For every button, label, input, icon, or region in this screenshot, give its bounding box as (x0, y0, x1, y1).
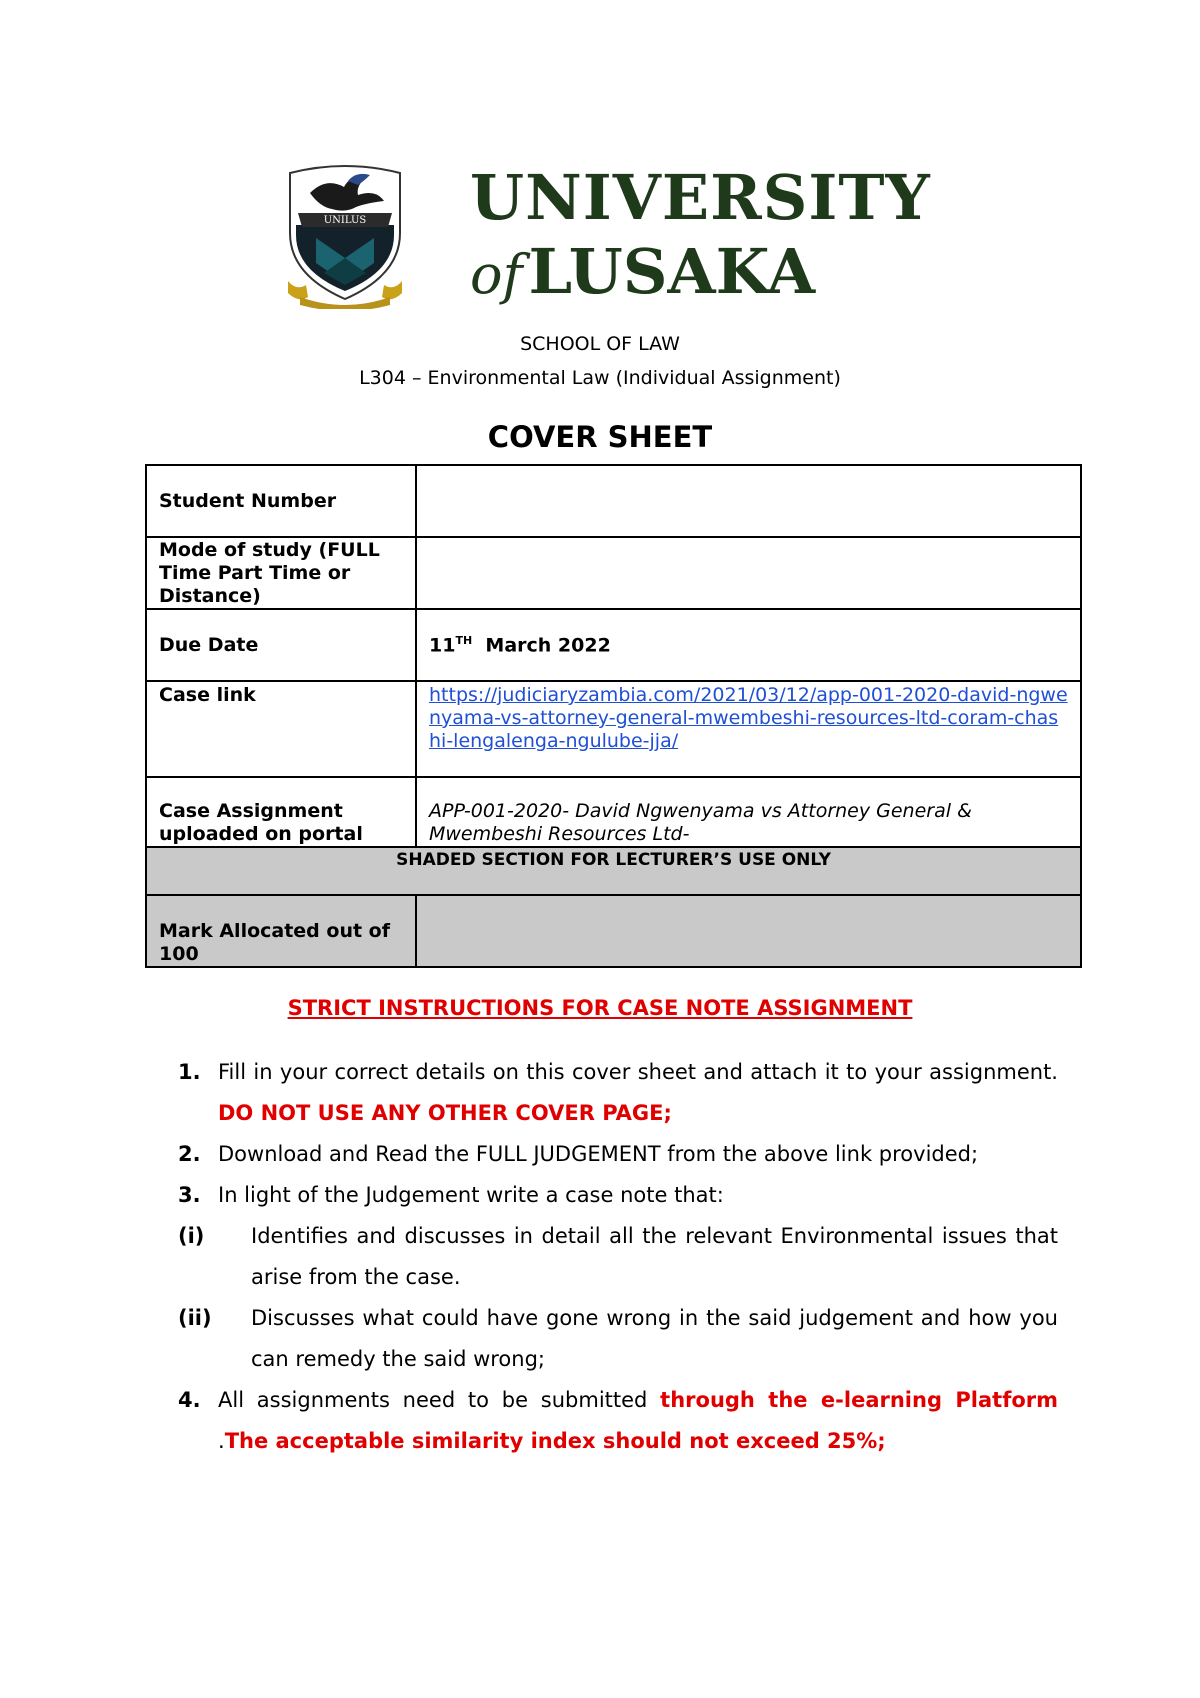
list-subitem-i (178, 1216, 1058, 1298)
item-1-text: Fill in your correct details on this cover sheet and attach it to your assignment. (218, 1060, 1058, 1084)
case-link-label: Case link (146, 681, 416, 777)
crest-label: UNILUS (323, 215, 367, 226)
item-4-similarity: The acceptable similarity index should not exceed 25%; (224, 1429, 886, 1453)
case-link[interactable]: https://judiciaryzambia.com/2021/03/12/app-001-2020-david-ngwenyama-vs-attorney-general-mwembeshi-resources-ltd-coram-chashi-lengalenga-ngulube-jja/ (429, 684, 1068, 752)
mark-allocated-label: Mark Allocated out of 100 (146, 895, 416, 967)
item-number-3: 3. (178, 1183, 201, 1207)
due-date-value (416, 609, 1081, 681)
case-assignment-label: Case Assignment uploaded on portal (146, 777, 416, 847)
due-month-year: March 2022 (485, 634, 611, 657)
page-title: COVER SHEET (487, 420, 713, 454)
unilus-crest-icon (286, 163, 404, 309)
cover-sheet-table (145, 464, 1082, 968)
instructions-heading: STRICT INSTRUCTIONS FOR CASE NOTE ASSIGNMENT (287, 996, 913, 1020)
subitem-i-text: Identifies and discusses in detail all the relevant Environmental issues that arise from the case. (251, 1224, 1058, 1289)
wordmark-university: UNIVERSITY (470, 161, 931, 234)
instructions-list (178, 1052, 1058, 1462)
subitem-number-i: (i) (178, 1224, 205, 1248)
student-number-field[interactable] (416, 465, 1081, 537)
table-row-due-date (146, 609, 1081, 681)
wordmark-lusaka (470, 237, 815, 310)
student-number-label: Student Number (146, 465, 416, 537)
item-4-platform: through the e-learning Platform (660, 1388, 1058, 1412)
table-row-case-link (146, 681, 1081, 777)
table-row-case-assignment (146, 777, 1081, 847)
item-number-1: 1. (178, 1060, 201, 1084)
subitem-ii-text: Discusses what could have gone wrong in the said judgement and how you can remedy the said wrong; (251, 1306, 1058, 1371)
table-row-shaded-heading (146, 847, 1081, 895)
list-item-1 (178, 1052, 1058, 1134)
table-row-mode-of-study (146, 537, 1081, 609)
list-item-3 (178, 1175, 1058, 1216)
list-item-2 (178, 1134, 1058, 1175)
item-4-dot: . (218, 1429, 225, 1453)
lecturer-use-heading: SHADED SECTION FOR LECTURER’S USE ONLY (146, 847, 1081, 895)
item-2-text: Download and Read the FULL JUDGEMENT from the above link provided; (218, 1142, 979, 1166)
list-subitem-ii (178, 1298, 1058, 1380)
item-3-text: In light of the Judgement write a case note that: (218, 1183, 724, 1207)
table-row-mark (146, 895, 1081, 967)
mark-allocated-field[interactable] (416, 895, 1081, 967)
mode-of-study-label: Mode of study (FULL Time Part Time or Distance) (146, 537, 416, 609)
university-logo (286, 161, 931, 313)
subitem-number-ii: (ii) (178, 1306, 212, 1330)
list-item-4 (178, 1380, 1058, 1462)
case-link-cell (416, 681, 1081, 777)
course-title: L304 – Environmental Law (Individual Assignment) (359, 367, 841, 389)
due-date-label: Due Date (146, 609, 416, 681)
table-row-student-number (146, 465, 1081, 537)
item-1-warning: DO NOT USE ANY OTHER COVER PAGE; (218, 1101, 672, 1125)
item-number-4: 4. (178, 1388, 201, 1412)
item-4-text: All assignments need to be submitted (218, 1388, 648, 1412)
due-day: 11 (429, 634, 456, 657)
due-day-suffix: TH (455, 633, 473, 647)
mode-of-study-field[interactable] (416, 537, 1081, 609)
case-assignment-value: APP-001-2020- David Ngwenyama vs Attorney General & Mwembeshi Resources Ltd- (416, 777, 1081, 847)
school-name: SCHOOL OF LAW (520, 333, 680, 355)
item-number-2: 2. (178, 1142, 201, 1166)
wordmark-lusaka-text: LUSAKA (528, 235, 816, 308)
wordmark-of: of (470, 243, 523, 306)
